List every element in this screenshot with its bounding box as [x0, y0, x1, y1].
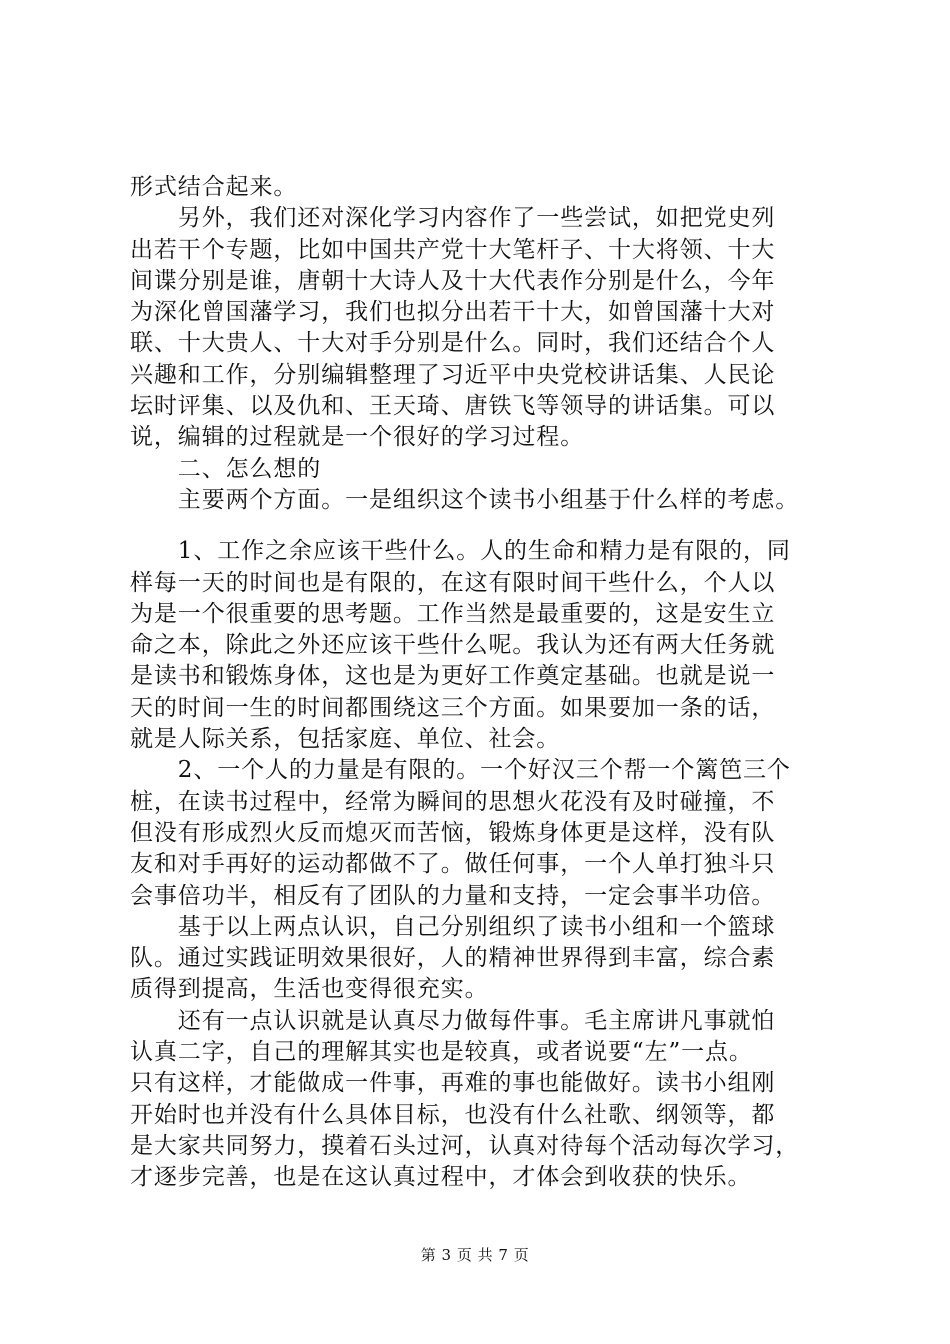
body-line: 队。通过实践证明效果很好，人的精神世界得到丰富，综合素	[130, 945, 776, 972]
body-line: 说，编辑的过程就是一个很好的学习过程。	[130, 424, 585, 451]
page-footer	[0, 1244, 950, 1265]
body-line: 主要两个方面。一是组织这个读书小组基于什么样的考虑。	[130, 486, 800, 513]
body-line: 1、工作之余应该干些什么。人的生命和精力是有限的，同	[130, 538, 791, 565]
paragraph-gap	[130, 516, 850, 536]
body-line: 认真二字，自己的理解其实也是较真，或者说要“左”一点。	[130, 1039, 753, 1066]
body-line: 为深化曾国藩学习，我们也拟分出若干十大，如曾国藩十大对	[130, 299, 776, 326]
body-line: 坛时评集、以及仇和、王天琦、唐铁飞等领导的讲话集。可以	[130, 393, 776, 420]
section-heading: 二、怎么想的	[130, 455, 322, 482]
document-body	[130, 172, 850, 1194]
body-line: 基于以上两点认识，自己分别组织了读书小组和一个篮球	[130, 913, 776, 940]
body-line: 样每一天的时间也是有限的，在这有限时间干些什么，个人以	[130, 569, 776, 596]
body-line: 但没有形成烈火反而熄灭而苦恼，锻炼身体更是这样，没有队	[130, 819, 776, 846]
body-line: 联、十大贵人、十大对手分别是什么。同时，我们还结合个人	[130, 330, 776, 357]
body-line: 还有一点认识就是认真尽力做每件事。毛主席讲凡事就怕	[130, 1007, 776, 1034]
body-line: 2、一个人的力量是有限的。一个好汉三个帮一个篱笆三个	[130, 757, 791, 784]
body-line: 兴趣和工作，分别编辑整理了习近平中央党校讲话集、人民论	[130, 361, 776, 388]
body-line: 命之本，除此之外还应该干些什么呢。我认为还有两大任务就	[130, 632, 776, 659]
body-line: 友和对手再好的运动都做不了。做任何事，一个人单打独斗只	[130, 851, 776, 878]
body-line: 会事倍功半，相反有了团队的力量和支持，一定会事半功倍。	[130, 882, 776, 909]
body-line: 天的时间一生的时间都围绕这三个方面。如果要加一条的话，	[130, 694, 776, 721]
body-line: 形式结合起来。	[130, 174, 298, 200]
body-line: 另外，我们还对深化学习内容作了一些尝试，如把党史列	[130, 205, 776, 232]
body-line: 是读书和锻炼身体，这也是为更好工作奠定基础。也就是说一	[130, 663, 776, 690]
body-line: 桩，在读书过程中，经常为瞬间的思想火花没有及时碰撞，不	[130, 788, 776, 815]
body-line: 为是一个很重要的思考题。工作当然是最重要的，这是安生立	[130, 600, 776, 627]
body-line: 才逐步完善，也是在这认真过程中，才体会到收获的快乐。	[130, 1164, 752, 1191]
body-line: 间谍分别是谁，唐朝十大诗人及十大代表作分别是什么，今年	[130, 267, 776, 294]
body-line: 就是人际关系，包括家庭、单位、社会。	[130, 726, 561, 753]
body-line: 开始时也并没有什么具体目标，也没有什么社歌、纲领等，都	[130, 1101, 776, 1128]
body-line: 是大家共同努力，摸着石头过河，认真对待每个活动每次学习，	[130, 1132, 800, 1159]
body-line: 质得到提高，生活也变得很充实。	[130, 976, 489, 1003]
body-line: 只有这样，才能做成一件事，再难的事也能做好。读书小组刚	[130, 1070, 776, 1097]
body-line: 出若干个专题，比如中国共产党十大笔杆子、十大将领、十大	[130, 236, 776, 263]
page-number-label: 第 3 页 共 7 页	[420, 1246, 530, 1264]
